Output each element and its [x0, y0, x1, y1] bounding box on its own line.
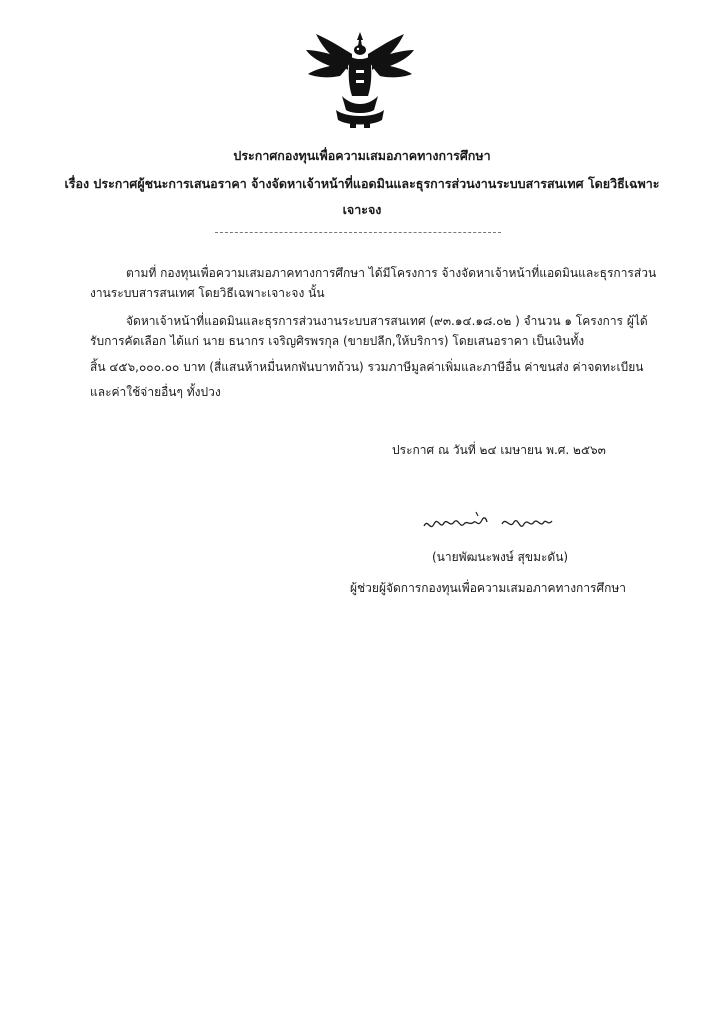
paragraph-1-line-2: งานระบบสารสนเทศ โดยวิธีเฉพาะเจาะจง นั้น	[90, 286, 325, 300]
paragraph-2-line-1: จัดหาเจ้าหน้าที่แอดมินและธุรการส่วนงานระบบสารสนเทศ (๙๓.๑๔.๑๘.๐๒ ) จำนวน ๑ โครงการ ผู้ได้	[126, 314, 648, 328]
announcement-date: ประกาศ ณ วันที่ ๒๔ เมษายน พ.ศ. ๒๕๖๓	[392, 443, 606, 457]
paragraph-2-line-4: และค่าใช้จ่ายอื่นๆ ทั้งปวง	[90, 385, 221, 399]
announcement-subject: เรื่อง ประกาศผู้ชนะการเสนอราคา จ้างจัดหาเจ้าหน้าที่แอดมินและธุรการส่วนงานระบบสารสนเทศ โดยวิธีเฉพาะ	[64, 176, 660, 191]
garuda-emblem-icon	[302, 30, 418, 130]
signer-name: (นายพัฒนะพงษ์ สุขมะดัน)	[432, 550, 569, 564]
announcement-subject-continued: เจาะจง	[342, 202, 382, 217]
paragraph-2-line-2: รับการคัดเลือก ได้แก่ นาย ธนากร เจริญศิรพรกุล (ขายปลีก,ให้บริการ) โดยเสนอราคา เป็นเงินทั้ง	[90, 334, 585, 348]
handwritten-signature	[420, 508, 570, 538]
paragraph-1-line-1: ตามที่ กองทุนเพื่อความเสมอภาคทางการศึกษา ได้มีโครงการ จ้างจัดหาเจ้าหน้าที่แอดมินและธุรการส่วน	[126, 266, 657, 280]
title-divider	[215, 232, 501, 233]
announcement-title: ประกาศกองทุนเพื่อความเสมอภาคทางการศึกษา	[233, 148, 491, 163]
paragraph-2-line-3: สิ้น ๔๕๖,๐๐๐.๐๐ บาท (สี่แสนห้าหมื่นหกพันบาทถ้วน) รวมภาษีมูลค่าเพิ่มและภาษีอื่น ค่าขนส่ง ค่าจดทะเบียน	[90, 360, 644, 374]
signer-position: ผู้ช่วยผู้จัดการกองทุนเพื่อความเสมอภาคทางการศึกษา	[350, 581, 627, 595]
